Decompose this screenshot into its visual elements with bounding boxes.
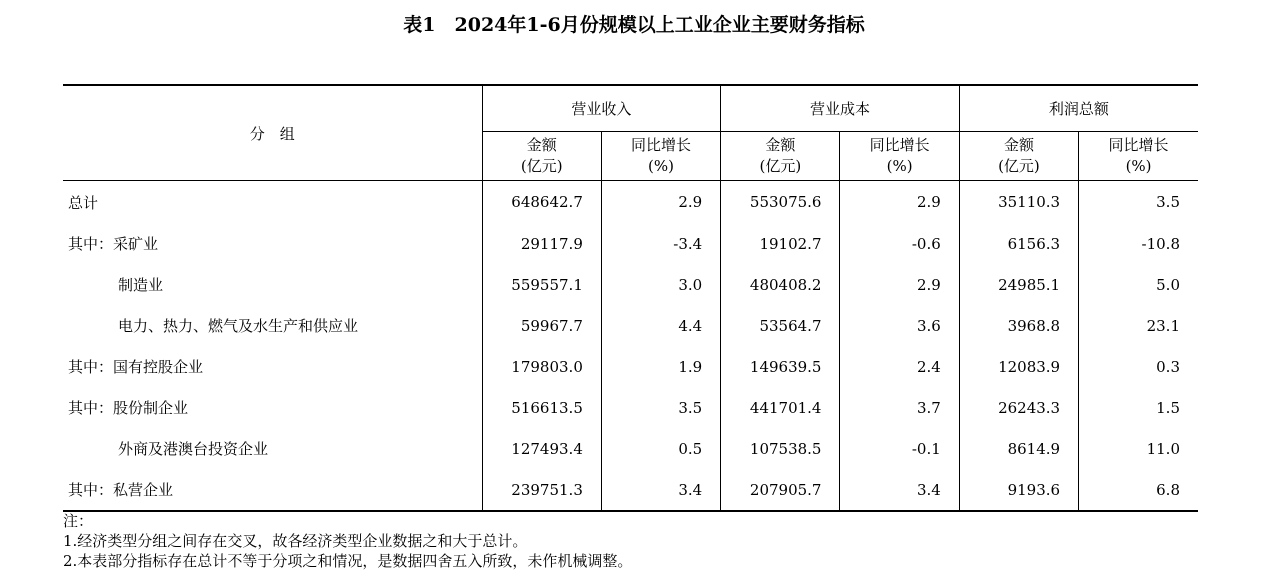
cell-revenue-amount: 239751.3 [482,469,601,511]
revenue-amount-header: 金额 (亿元) [482,132,601,181]
table-row-manufacturing [63,264,1198,305]
cell-revenue-amount: 516613.5 [482,387,601,428]
notes-heading: 注： [63,512,94,530]
cell-revenue-growth: 0.5 [601,428,720,469]
table-notes [63,511,632,571]
table-row-foreign-invested [63,428,1198,469]
cell-cost-growth: -0.6 [840,223,959,264]
group-column-header: 分 组 [63,85,482,181]
cell-cost-growth: 2.9 [840,264,959,305]
cell-profit-amount: 35110.3 [959,181,1078,224]
revenue-growth-header: 同比增长 (%) [601,132,720,181]
table-row-joint-stock [63,387,1198,428]
table-row-mining [63,223,1198,264]
cell-revenue-amount: 179803.0 [482,346,601,387]
cell-revenue-growth: 2.9 [601,181,720,224]
cell-profit-amount: 12083.9 [959,346,1078,387]
row-label: 总计 [68,193,99,212]
cell-profit-growth: -10.8 [1079,223,1198,264]
cell-profit-amount: 3968.8 [959,305,1078,346]
cell-revenue-amount: 29117.9 [482,223,601,264]
cell-profit-growth: 23.1 [1079,305,1198,346]
row-label: 制造业 [118,276,164,294]
cell-cost-growth: 2.4 [840,346,959,387]
cell-cost-growth: 3.4 [840,469,959,511]
cell-profit-growth: 6.8 [1079,469,1198,511]
table-row-state-controlled [63,346,1198,387]
row-label: 外商及港澳台投资企业 [118,440,269,458]
profit-amount-header: 金额 (亿元) [959,132,1078,181]
cell-revenue-growth: 3.0 [601,264,720,305]
cost-growth-header: 同比增长 (%) [840,132,959,181]
cell-cost-amount: 149639.5 [721,346,840,387]
cell-revenue-amount: 559557.1 [482,264,601,305]
cell-cost-amount: 553075.6 [721,181,840,224]
cell-revenue-growth: 4.4 [601,305,720,346]
section-header-cost: 营业成本 [721,85,960,132]
financial-indicators-table [63,84,1198,512]
cell-profit-growth: 3.5 [1079,181,1198,224]
profit-growth-header: 同比增长 (%) [1079,132,1198,181]
cell-cost-amount: 480408.2 [721,264,840,305]
cell-cost-amount: 107538.5 [721,428,840,469]
table-row-private [63,469,1198,511]
cell-profit-growth: 5.0 [1079,264,1198,305]
table-title: 表1 2024年1-6月份规模以上工业企业主要财务指标 [403,14,865,36]
section-header-revenue: 营业收入 [482,85,721,132]
note-item: 1.经济类型分组之间存在交叉，故各经济类型企业数据之和大于总计。 [63,532,528,550]
cell-revenue-growth: 3.5 [601,387,720,428]
cell-profit-growth: 11.0 [1079,428,1198,469]
cell-profit-amount: 26243.3 [959,387,1078,428]
cell-cost-growth: -0.1 [840,428,959,469]
table-row-utilities [63,305,1198,346]
cell-profit-growth: 1.5 [1079,387,1198,428]
row-label: 其中：国有控股企业 [68,358,204,376]
cell-profit-amount: 9193.6 [959,469,1078,511]
cell-revenue-growth: 3.4 [601,469,720,511]
cell-profit-amount: 8614.9 [959,428,1078,469]
section-header-profit: 利润总额 [959,85,1198,132]
cell-cost-amount: 441701.4 [721,387,840,428]
financial-indicators-table-container [63,84,1198,512]
cell-cost-amount: 53564.7 [721,305,840,346]
row-label: 其中：私营企业 [63,469,482,511]
note-item: 2.本表部分指标存在总计不等于分项之和情况，是数据四舍五入所致，未作机械调整。 [63,552,633,570]
row-label: 其中：股份制企业 [68,399,189,417]
cell-cost-amount: 19102.7 [721,223,840,264]
row-label: 其中：采矿业 [68,235,159,253]
cell-cost-growth: 3.7 [840,387,959,428]
cell-cost-growth: 2.9 [840,181,959,224]
table-row-total [63,181,1198,224]
header-row-sections [63,85,1198,132]
cell-revenue-amount: 127493.4 [482,428,601,469]
cell-profit-amount: 6156.3 [959,223,1078,264]
cost-amount-header: 金额 (亿元) [721,132,840,181]
cell-revenue-amount: 648642.7 [482,181,601,224]
row-label: 电力、热力、燃气及水生产和供应业 [118,317,359,335]
cell-cost-amount: 207905.7 [721,469,840,511]
cell-profit-amount: 24985.1 [959,264,1078,305]
cell-cost-growth: 3.6 [840,305,959,346]
cell-revenue-growth: -3.4 [601,223,720,264]
cell-revenue-growth: 1.9 [601,346,720,387]
cell-profit-growth: 0.3 [1079,346,1198,387]
cell-revenue-amount: 59967.7 [482,305,601,346]
